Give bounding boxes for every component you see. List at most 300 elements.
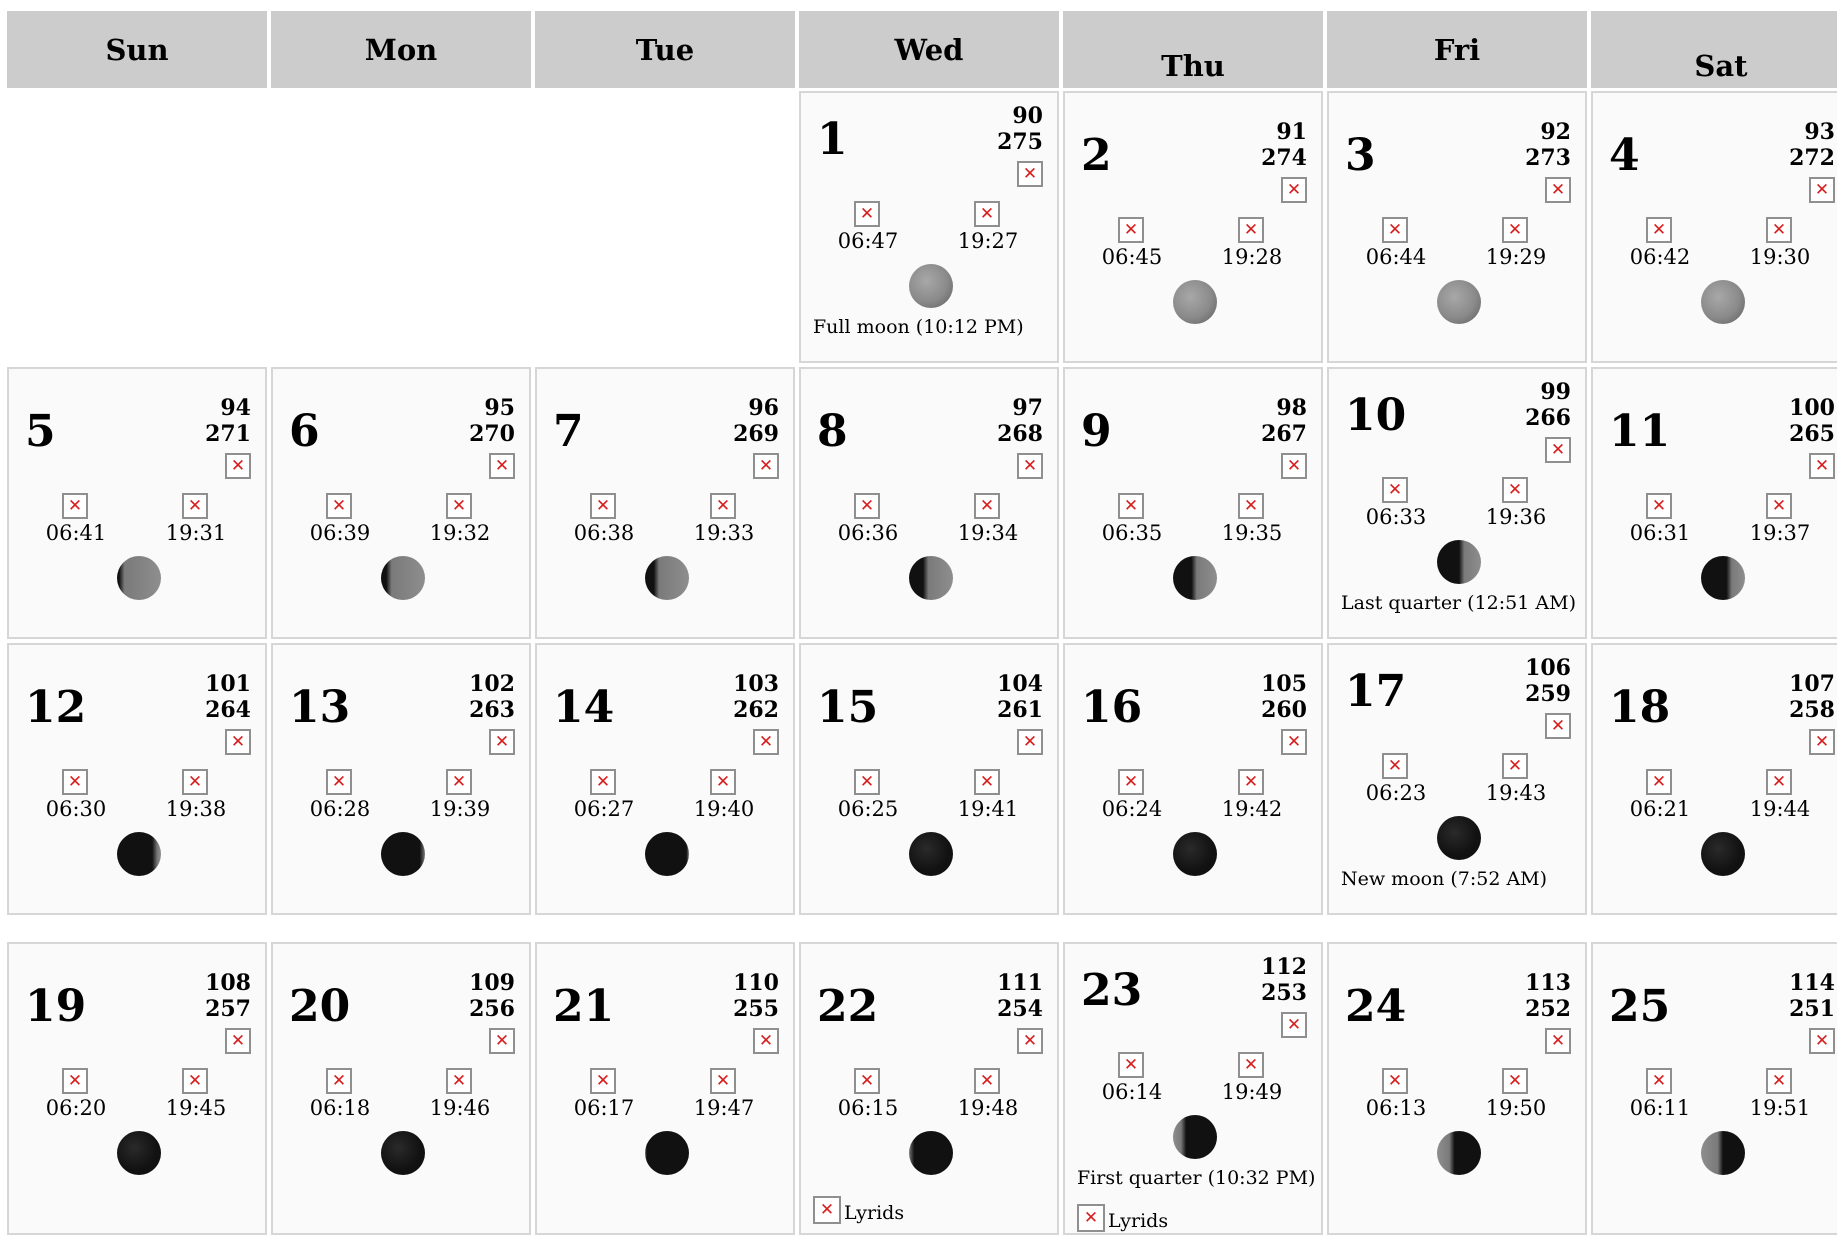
moon-phase-icon (381, 1131, 425, 1175)
sunrise-time: 06:24 (1101, 797, 1163, 821)
sunrise-icon: ✕ (1382, 477, 1408, 503)
calendar-day-cell[interactable] (1591, 643, 1837, 915)
calendar-day-cell[interactable] (535, 367, 795, 639)
broken-image-icon: ✕ (1281, 729, 1307, 755)
moon-phase-icon (1437, 540, 1481, 584)
moon-phase-icon (1437, 280, 1481, 324)
sunset-time: 19:37 (1749, 521, 1811, 545)
broken-image-icon: ✕ (1809, 177, 1835, 203)
sunset-time: 19:36 (1485, 505, 1547, 529)
sunrise-time: 06:41 (45, 521, 107, 545)
calendar-day-cell[interactable] (271, 942, 531, 1235)
day-content (273, 395, 529, 545)
moon-phase-icon (117, 1131, 161, 1175)
sunset-icon: ✕ (1502, 477, 1528, 503)
sunrise-icon: ✕ (326, 1068, 352, 1094)
sunrise-time: 06:38 (573, 521, 635, 545)
day-of-year-number: 96 (748, 395, 779, 421)
sunrise-time: 06:31 (1629, 521, 1691, 545)
sunrise-time: 06:25 (837, 797, 899, 821)
day-content (9, 671, 265, 821)
moon-phase-icon (1173, 556, 1217, 600)
sunrise-icon: ✕ (1646, 217, 1672, 243)
sunrise-time: 06:47 (837, 229, 899, 253)
sunrise-icon: ✕ (1118, 1052, 1144, 1078)
sunrise-time: 06:44 (1365, 245, 1427, 269)
day-of-year (1789, 671, 1835, 723)
calendar-day-cell[interactable] (7, 942, 267, 1235)
day-of-year (997, 970, 1043, 1022)
sunset-time: 19:45 (165, 1096, 227, 1120)
day-of-year-number: 97 (1012, 395, 1043, 421)
weekday-header-mon: Mon (271, 11, 531, 88)
sunset-time: 19:33 (693, 521, 755, 545)
day-content (1593, 119, 1837, 269)
sunset-time: 19:30 (1749, 245, 1811, 269)
broken-image-icon: ✕ (1017, 161, 1043, 187)
broken-image-icon: ✕ (225, 729, 251, 755)
weekday-header-fri: Fri (1327, 11, 1587, 88)
day-number: 20 (289, 981, 351, 1032)
moon-phase-icon (381, 832, 425, 876)
day-of-year (1261, 954, 1307, 1006)
sunset-icon: ✕ (1502, 217, 1528, 243)
broken-image-icon: ✕ (1545, 713, 1571, 739)
days-remaining-number: 275 (997, 129, 1043, 155)
day-number: 23 (1081, 965, 1143, 1016)
day-of-year (1789, 395, 1835, 447)
moon-phase-icon (909, 832, 953, 876)
day-of-year (997, 103, 1043, 155)
calendar-day-cell[interactable] (799, 643, 1059, 915)
sunset-time: 19:35 (1221, 521, 1283, 545)
broken-image-icon: ✕ (1017, 1028, 1043, 1054)
days-remaining-number: 265 (1789, 421, 1835, 447)
calendar-day-cell[interactable] (1063, 942, 1323, 1235)
sunset-icon: ✕ (1238, 493, 1264, 519)
sunset-icon: ✕ (1502, 753, 1528, 779)
calendar-day-cell[interactable] (535, 942, 795, 1235)
sunset-icon: ✕ (710, 769, 736, 795)
day-of-year-number: 109 (469, 970, 515, 996)
day-content (801, 103, 1057, 338)
weekday-header-sat: Sat (1591, 11, 1837, 88)
moon-phase-icon (117, 832, 161, 876)
day-content (1593, 970, 1837, 1120)
day-number: 22 (817, 981, 879, 1032)
broken-image-icon: ✕ (753, 453, 779, 479)
day-of-year-number: 112 (1261, 954, 1307, 980)
moon-phase-icon (1701, 280, 1745, 324)
broken-image-icon: ✕ (489, 453, 515, 479)
day-content (801, 395, 1057, 545)
day-number: 10 (1345, 390, 1407, 441)
broken-image-icon: ✕ (489, 729, 515, 755)
weekday-header-tue: Tue (535, 11, 795, 88)
sunrise-time: 06:14 (1101, 1080, 1163, 1104)
calendar-day-cell[interactable] (1591, 942, 1837, 1235)
day-of-year (997, 395, 1043, 447)
sunset-time: 19:51 (1749, 1096, 1811, 1120)
broken-image-icon: ✕ (1809, 453, 1835, 479)
day-of-year (733, 970, 779, 1022)
day-content (1065, 954, 1321, 1232)
calendar-day-cell[interactable] (1063, 367, 1323, 639)
moon-phase-icon (645, 832, 689, 876)
broken-image-icon: ✕ (1281, 1012, 1307, 1038)
sunrise-icon: ✕ (1118, 769, 1144, 795)
day-of-year-number: 100 (1789, 395, 1835, 421)
sunrise-icon: ✕ (590, 1068, 616, 1094)
sunrise-icon: ✕ (854, 1068, 880, 1094)
sunset-time: 19:46 (429, 1096, 491, 1120)
day-of-year (469, 970, 515, 1022)
day-of-year-number: 98 (1276, 395, 1307, 421)
moon-phase-icon (1437, 816, 1481, 860)
broken-image-icon: ✕ (1017, 729, 1043, 755)
sunset-icon: ✕ (446, 769, 472, 795)
sunset-icon: ✕ (1238, 1052, 1264, 1078)
day-of-year (469, 671, 515, 723)
sunrise-icon: ✕ (1646, 1068, 1672, 1094)
day-of-year-number: 114 (1789, 970, 1835, 996)
sunrise-time: 06:11 (1629, 1096, 1691, 1120)
sunset-icon: ✕ (974, 769, 1000, 795)
broken-image-icon: ✕ (1281, 177, 1307, 203)
weekday-header-thu: Thu (1063, 11, 1323, 88)
days-remaining-number: 269 (733, 421, 779, 447)
sunrise-icon: ✕ (1646, 769, 1672, 795)
sunrise-time: 06:30 (45, 797, 107, 821)
moon-phase-note: First quarter (10:32 PM) (1077, 1167, 1316, 1189)
calendar-day-cell[interactable] (1063, 91, 1323, 363)
day-number: 6 (289, 406, 320, 457)
moon-phase-icon (1701, 1131, 1745, 1175)
days-remaining-number: 267 (1261, 421, 1307, 447)
day-of-year (1525, 655, 1571, 707)
sunset-time: 19:42 (1221, 797, 1283, 821)
broken-image-icon: ✕ (1017, 453, 1043, 479)
days-remaining-number: 262 (733, 697, 779, 723)
day-of-year-number: 103 (733, 671, 779, 697)
days-remaining-number: 251 (1789, 996, 1835, 1022)
sunrise-time: 06:36 (837, 521, 899, 545)
sunrise-time: 06:18 (309, 1096, 371, 1120)
calendar-day-cell[interactable] (7, 367, 267, 639)
sunrise-icon: ✕ (62, 1068, 88, 1094)
day-content (9, 970, 265, 1120)
sunset-icon: ✕ (974, 1068, 1000, 1094)
day-number: 19 (25, 981, 87, 1032)
sunrise-time: 06:23 (1365, 781, 1427, 805)
day-of-year (205, 671, 251, 723)
moon-phase-icon (1701, 832, 1745, 876)
sunrise-icon: ✕ (1118, 217, 1144, 243)
calendar-day-cell[interactable] (1063, 643, 1323, 915)
day-number: 11 (1609, 406, 1671, 457)
sunset-time: 19:29 (1485, 245, 1547, 269)
days-remaining-number: 266 (1525, 405, 1571, 431)
sunset-icon: ✕ (974, 493, 1000, 519)
day-of-year-number: 108 (205, 970, 251, 996)
sunrise-time: 06:35 (1101, 521, 1163, 545)
sunrise-icon: ✕ (326, 493, 352, 519)
day-of-year (1789, 119, 1835, 171)
broken-image-icon: ✕ (225, 1028, 251, 1054)
sunset-icon: ✕ (182, 769, 208, 795)
moon-phase-icon (1701, 556, 1745, 600)
day-of-year (733, 395, 779, 447)
sunrise-icon: ✕ (1382, 217, 1408, 243)
sunrise-icon: ✕ (1646, 493, 1672, 519)
day-of-year (205, 395, 251, 447)
moon-phase-icon (1173, 832, 1217, 876)
days-remaining-number: 259 (1525, 681, 1571, 707)
day-content (537, 395, 793, 545)
day-content (273, 671, 529, 821)
sunrise-time: 06:27 (573, 797, 635, 821)
day-of-year-number: 92 (1540, 119, 1571, 145)
day-number: 2 (1081, 130, 1112, 181)
day-of-year-number: 91 (1276, 119, 1307, 145)
days-remaining-number: 273 (1525, 145, 1571, 171)
event-lyrids[interactable] (1077, 1204, 1168, 1232)
days-remaining-number: 255 (733, 996, 779, 1022)
day-of-year (1789, 970, 1835, 1022)
sunset-icon: ✕ (710, 1068, 736, 1094)
days-remaining-number: 271 (205, 421, 251, 447)
broken-image-icon: ✕ (753, 729, 779, 755)
broken-image-icon: ✕ (489, 1028, 515, 1054)
day-of-year-number: 106 (1525, 655, 1571, 681)
days-remaining-number: 268 (997, 421, 1043, 447)
sunset-icon: ✕ (974, 201, 1000, 227)
day-content (1065, 119, 1321, 269)
calendar-day-cell[interactable] (1327, 91, 1587, 363)
day-number: 1 (817, 114, 848, 165)
calendar-day-cell[interactable] (1327, 367, 1587, 639)
event-label: Lyrids (844, 1202, 905, 1224)
day-content (1065, 395, 1321, 545)
day-content (1593, 671, 1837, 821)
sunset-icon: ✕ (1766, 1068, 1792, 1094)
sunrise-time: 06:33 (1365, 505, 1427, 529)
days-remaining-number: 263 (469, 697, 515, 723)
day-of-year (205, 970, 251, 1022)
day-content (1065, 671, 1321, 821)
sunset-icon: ✕ (1766, 217, 1792, 243)
sunset-time: 19:47 (693, 1096, 755, 1120)
days-remaining-number: 264 (205, 697, 251, 723)
sunset-time: 19:40 (693, 797, 755, 821)
calendar-day-cell[interactable] (271, 367, 531, 639)
sunset-time: 19:44 (1749, 797, 1811, 821)
sunset-icon: ✕ (1766, 769, 1792, 795)
day-of-year-number: 113 (1525, 970, 1571, 996)
day-content (1329, 119, 1585, 269)
sunrise-icon: ✕ (1118, 493, 1144, 519)
sunset-icon: ✕ (1238, 769, 1264, 795)
sunrise-time: 06:20 (45, 1096, 107, 1120)
moon-phase-icon (909, 1131, 953, 1175)
day-content (1329, 379, 1585, 614)
day-of-year (997, 671, 1043, 723)
day-number: 9 (1081, 406, 1112, 457)
calendar-day-cell[interactable] (7, 643, 267, 915)
sunset-time: 19:32 (429, 521, 491, 545)
moon-phase-icon (1173, 1115, 1217, 1159)
day-number: 25 (1609, 981, 1671, 1032)
days-remaining-number: 256 (469, 996, 515, 1022)
day-of-year (1261, 671, 1307, 723)
days-remaining-number: 261 (997, 697, 1043, 723)
day-content (801, 671, 1057, 821)
day-content (1593, 395, 1837, 545)
sunrise-time: 06:21 (1629, 797, 1691, 821)
day-number: 4 (1609, 130, 1640, 181)
sunset-time: 19:48 (957, 1096, 1019, 1120)
day-content (537, 970, 793, 1120)
sunset-icon: ✕ (182, 493, 208, 519)
weekday-header-sun: Sun (7, 11, 267, 88)
moon-phase-icon (645, 1131, 689, 1175)
sunset-icon: ✕ (1766, 493, 1792, 519)
moon-phase-icon (645, 556, 689, 600)
calendar-day-cell[interactable] (1591, 367, 1837, 639)
sunrise-time: 06:15 (837, 1096, 899, 1120)
days-remaining-number: 253 (1261, 980, 1307, 1006)
days-remaining-number: 258 (1789, 697, 1835, 723)
sunrise-icon: ✕ (62, 493, 88, 519)
calendar-day-cell[interactable] (799, 367, 1059, 639)
moon-phase-note: New moon (7:52 AM) (1341, 868, 1548, 890)
day-content (1329, 655, 1585, 890)
sunset-time: 19:28 (1221, 245, 1283, 269)
event-label: Lyrids (1108, 1210, 1169, 1232)
day-number: 8 (817, 406, 848, 457)
day-of-year-number: 99 (1540, 379, 1571, 405)
event-lyrids[interactable] (813, 1196, 904, 1224)
sunrise-icon: ✕ (1382, 1068, 1408, 1094)
day-content (801, 970, 1057, 1224)
sunset-time: 19:49 (1221, 1080, 1283, 1104)
moon-phase-icon (1437, 1131, 1481, 1175)
day-of-year (1525, 970, 1571, 1022)
sunrise-icon: ✕ (854, 493, 880, 519)
calendar-day-cell[interactable] (1591, 91, 1837, 363)
broken-image-icon: ✕ (1545, 1028, 1571, 1054)
day-of-year (469, 395, 515, 447)
day-of-year (733, 671, 779, 723)
sunrise-icon: ✕ (326, 769, 352, 795)
sunset-time: 19:34 (957, 521, 1019, 545)
day-of-year-number: 105 (1261, 671, 1307, 697)
day-number: 14 (553, 682, 615, 733)
sunset-time: 19:50 (1485, 1096, 1547, 1120)
day-of-year-number: 95 (484, 395, 515, 421)
day-number: 13 (289, 682, 351, 733)
day-of-year-number: 111 (997, 970, 1043, 996)
day-of-year (1525, 119, 1571, 171)
day-content (9, 395, 265, 545)
broken-image-icon: ✕ (1545, 177, 1571, 203)
day-of-year (1261, 119, 1307, 171)
days-remaining-number: 260 (1261, 697, 1307, 723)
calendar-day-cell[interactable] (271, 643, 531, 915)
days-remaining-number: 252 (1525, 996, 1571, 1022)
days-remaining-number: 257 (205, 996, 251, 1022)
day-of-year (1261, 395, 1307, 447)
sunrise-time: 06:28 (309, 797, 371, 821)
day-number: 15 (817, 682, 879, 733)
broken-image-icon: ✕ (1809, 729, 1835, 755)
day-number: 16 (1081, 682, 1143, 733)
sunrise-time: 06:45 (1101, 245, 1163, 269)
day-number: 24 (1345, 981, 1407, 1032)
day-of-year-number: 102 (469, 671, 515, 697)
sunrise-time: 06:42 (1629, 245, 1691, 269)
day-number: 18 (1609, 682, 1671, 733)
moon-phase-icon (1173, 280, 1217, 324)
calendar-day-cell[interactable] (1327, 643, 1587, 915)
day-of-year (1525, 379, 1571, 431)
calendar-day-cell[interactable] (1327, 942, 1587, 1235)
broken-image-icon: ✕ (225, 453, 251, 479)
calendar-day-cell[interactable] (799, 942, 1059, 1235)
sunset-time: 19:27 (957, 229, 1019, 253)
sunset-time: 19:38 (165, 797, 227, 821)
event-icon: ✕ (813, 1196, 841, 1224)
broken-image-icon: ✕ (753, 1028, 779, 1054)
sunrise-time: 06:17 (573, 1096, 635, 1120)
day-of-year-number: 110 (733, 970, 779, 996)
sunrise-icon: ✕ (854, 769, 880, 795)
sunset-icon: ✕ (446, 493, 472, 519)
day-number: 21 (553, 981, 615, 1032)
moon-phase-icon (381, 556, 425, 600)
sunset-time: 19:41 (957, 797, 1019, 821)
day-of-year-number: 104 (997, 671, 1043, 697)
calendar-day-cell[interactable] (535, 643, 795, 915)
day-of-year-number: 101 (205, 671, 251, 697)
calendar-day-cell[interactable] (799, 91, 1059, 363)
moon-phase-icon (909, 264, 953, 308)
sunset-time: 19:43 (1485, 781, 1547, 805)
moon-phase-icon (117, 556, 161, 600)
broken-image-icon: ✕ (1545, 437, 1571, 463)
days-remaining-number: 274 (1261, 145, 1307, 171)
sunrise-icon: ✕ (854, 201, 880, 227)
day-number: 17 (1345, 666, 1407, 717)
day-number: 7 (553, 406, 584, 457)
day-number: 3 (1345, 130, 1376, 181)
day-of-year-number: 94 (220, 395, 251, 421)
broken-image-icon: ✕ (1809, 1028, 1835, 1054)
moon-phase-icon (909, 556, 953, 600)
sunrise-time: 06:13 (1365, 1096, 1427, 1120)
day-of-year-number: 93 (1804, 119, 1835, 145)
day-content (537, 671, 793, 821)
day-content (273, 970, 529, 1120)
sunrise-icon: ✕ (1382, 753, 1408, 779)
days-remaining-number: 270 (469, 421, 515, 447)
sunrise-icon: ✕ (62, 769, 88, 795)
sunrise-time: 06:39 (309, 521, 371, 545)
sunset-icon: ✕ (182, 1068, 208, 1094)
moon-phase-note: Full moon (10:12 PM) (813, 316, 1024, 338)
sunrise-icon: ✕ (590, 769, 616, 795)
sunset-icon: ✕ (1502, 1068, 1528, 1094)
